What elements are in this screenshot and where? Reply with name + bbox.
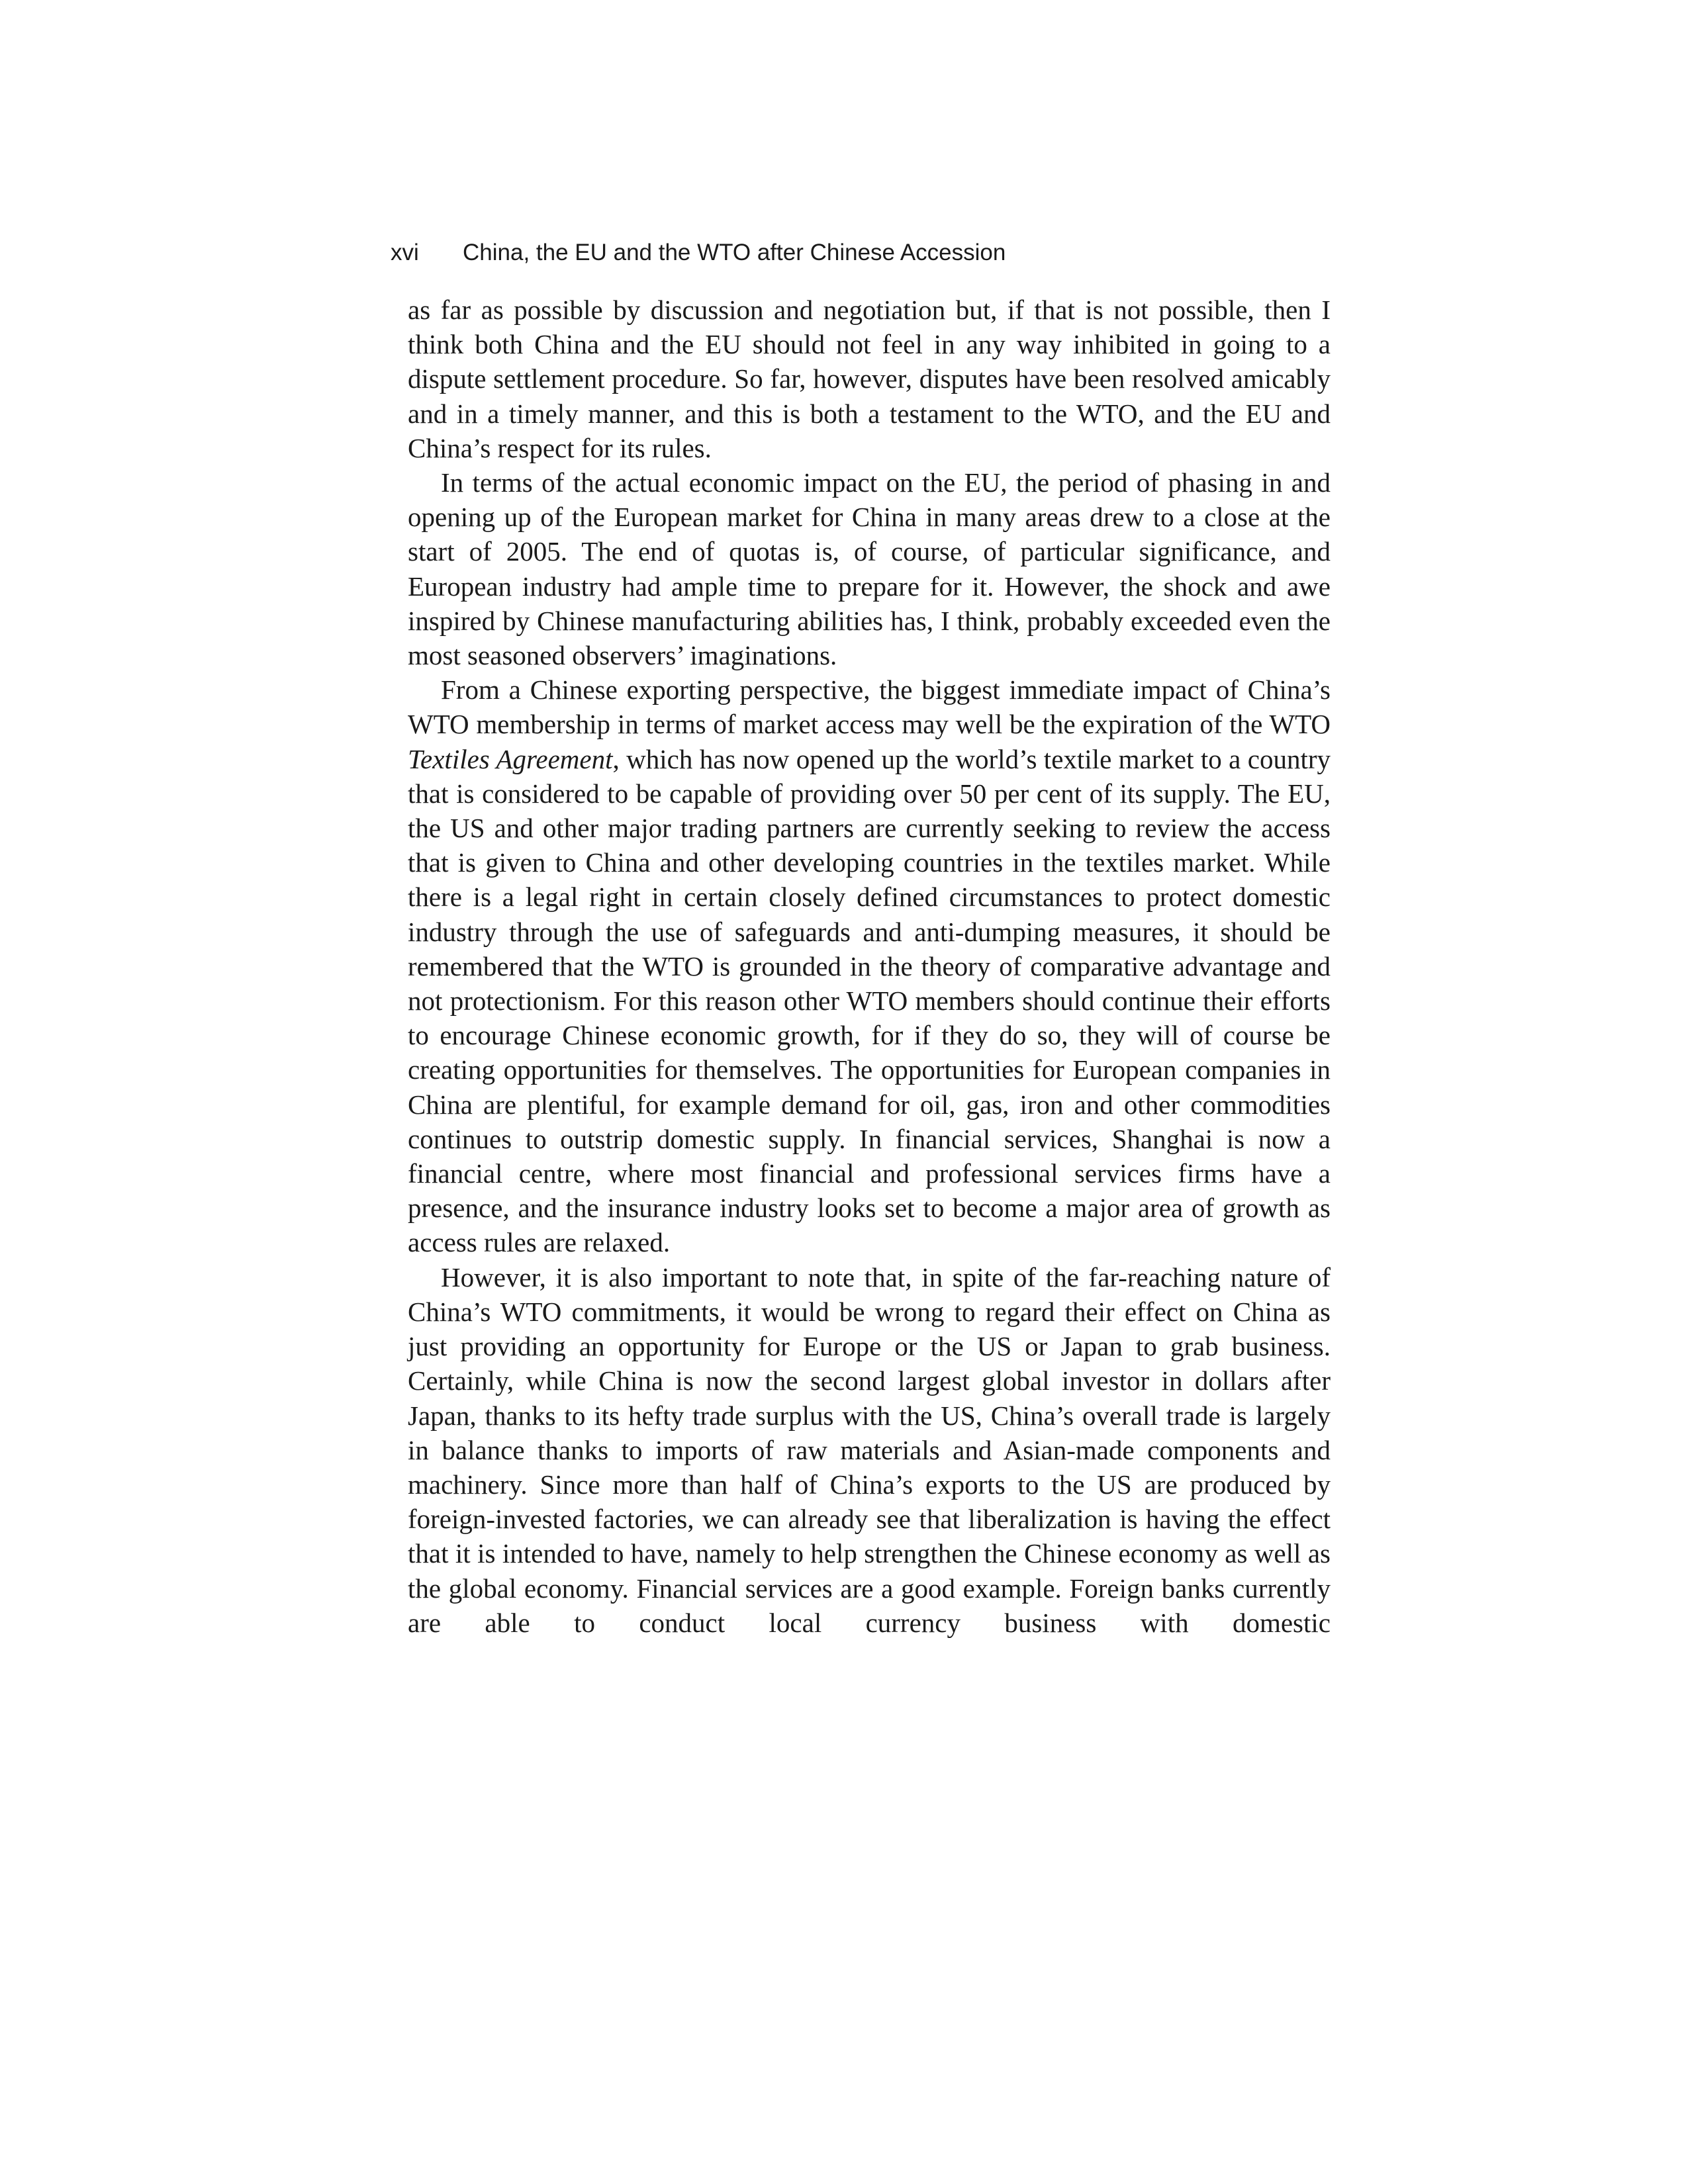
textiles-agreement-title: Textiles Agreement: [408, 743, 613, 774]
paragraph-1: as far as possible by discussion and negotiation but, if that is not possible, then I think both China and the EU should not feel in any way inhibited in going to a dispute settlement procedure. So far, however, disputes have been resolved amicably and in a timely manner, and this is both a testament to the WTO, and the EU and China’s respect for its rules.: [408, 295, 1331, 463]
running-head: [391, 233, 1331, 273]
paragraph-3-lead: From a Chinese exporting perspective, the biggest immediate impact of China’s WTO membership in terms of market access may well be the expiration of the WTO: [408, 674, 1331, 740]
paragraph-3-rest: , which has now opened up the world’s textile market to a country that is considered to be capable of providing over 50 per cent of its supply. The EU, the US and other major trading partners are currently seeking to review the access that is given to China and other developing countries in the textiles market. While there is a legal right in certain closely defined circumstances to protect domestic industry through the use of safeguards and anti-dumping measures, it should be remembered that the WTO is grounded in the theory of comparative advantage and not protectionism. For this reason other WTO members should continue their efforts to encourage Chinese economic growth, for if they do so, they will of course be creating opportunities for themselves. The opportunities for European companies in China are plentiful, for example demand for oil, gas, iron and other commodities continues to outstrip domestic supply. In financial services, Shanghai is now a financial centre, where most financial and professional services firms have a presence, and the insurance industry looks set to become a major area of growth as access rules are relaxed.: [408, 743, 1331, 1258]
paragraph-2: In terms of the actual economic impact on the EU, the period of phasing in and opening up of the European market for China in many areas drew to a close at the start of 2005. The end of quotas is, of course, of particular significance, and European industry had ample time to prepare for it. However, the shock and awe inspired by Chinese manufacturing abilities has, I think, probably exceeded even the most seasoned observers’ imaginations.: [408, 467, 1331, 671]
paragraph-3: [408, 672, 1331, 1259]
body-text: [408, 293, 1331, 1640]
running-title: China, the EU and the WTO after Chinese Accession: [463, 240, 1006, 265]
paragraph-4: However, it is also important to note that, in spite of the far-reaching nature of China’s WTO commitments, it would be wrong to regard their effect on China as just providing an opportunity for Europe or the US or Japan to grab business. Certainly, while China is now the second largest global investor in dollars after Japan, thanks to its hefty trade surplus with the US, China’s overall trade is largely in balance thanks to imports of raw materials and Asian-made components and machinery. Since more than half of China’s exports to the US are produced by foreign-invested factories, we can already see that liberalization is having the effect that it is intended to have, namely to help strengthen the Chinese economy as well as the global economy. Financial services are a good example. Foreign banks currently are able to conduct local currency business with domestic: [408, 1261, 1331, 1638]
page-number: xvi: [391, 240, 419, 265]
